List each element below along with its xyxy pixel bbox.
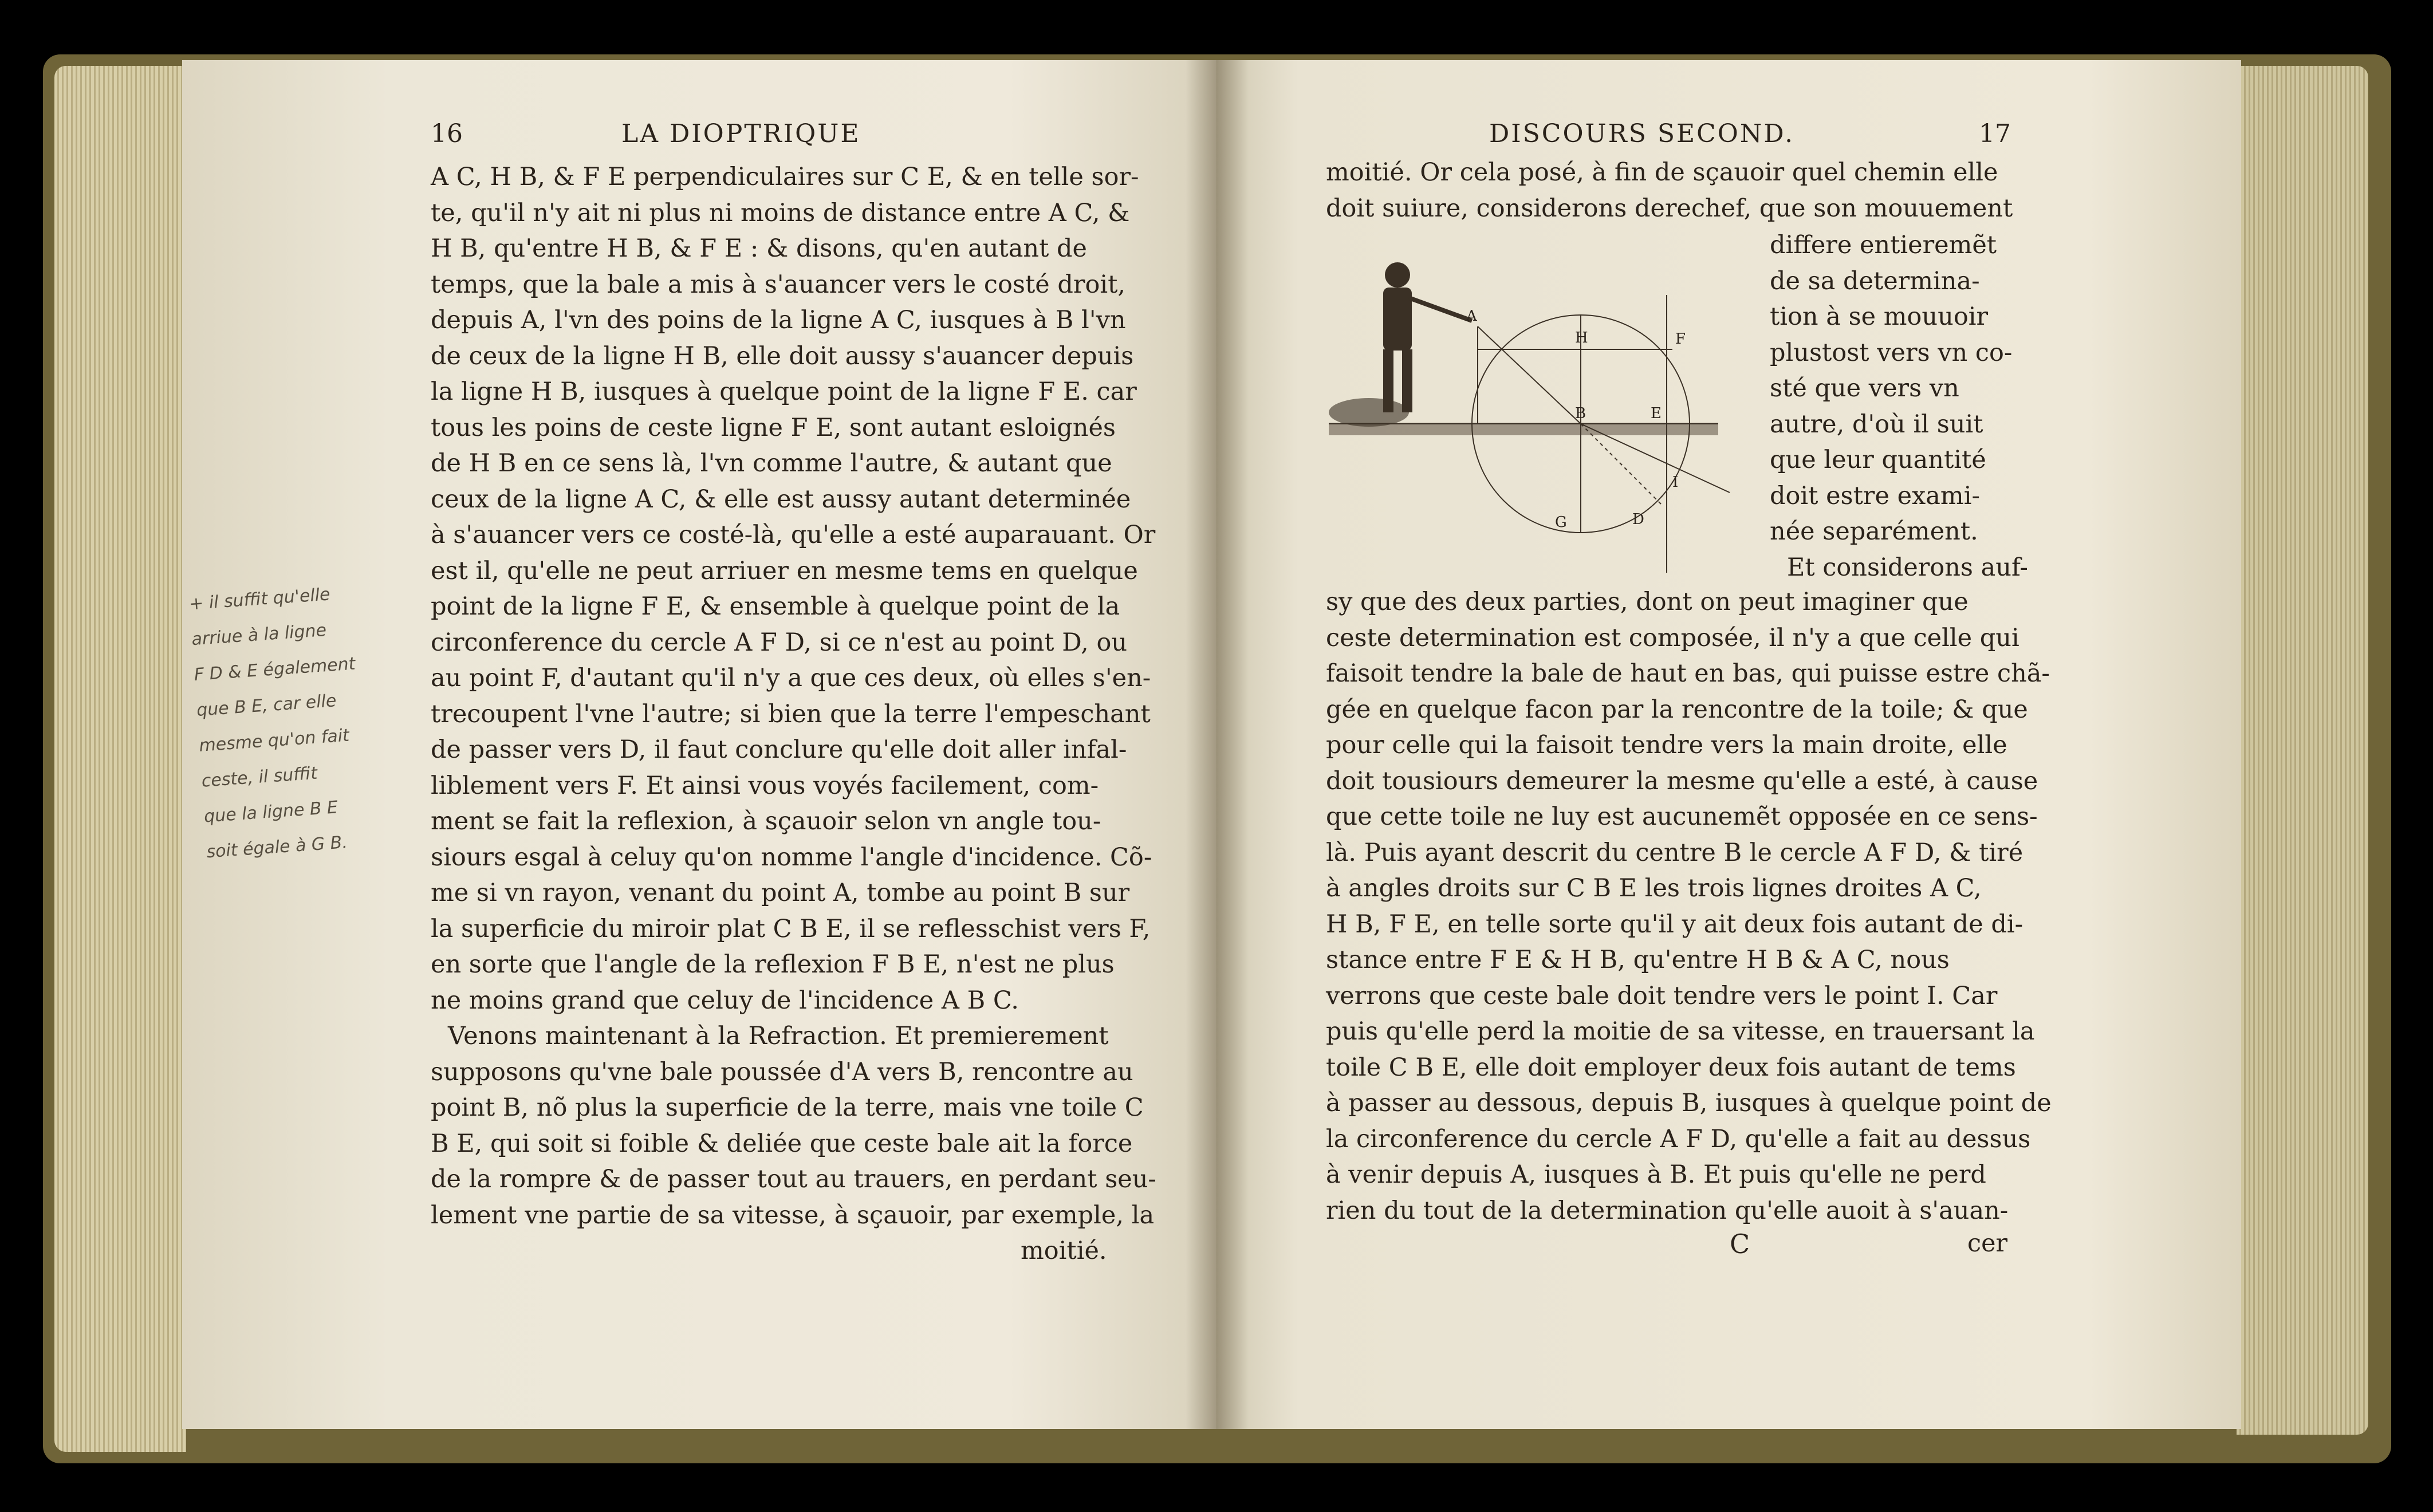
- text-line: Venons maintenant à la Refraction. Et premierement: [448, 1022, 1109, 1050]
- tennis-player-figure: [1329, 262, 1472, 427]
- right-page-text-beside-figure: [1770, 227, 2028, 585]
- margin-note-line: arriue à la ligne: [191, 620, 328, 650]
- incident-ray: [1478, 326, 1581, 424]
- label-e: E: [1651, 405, 1662, 422]
- text-line: est il, qu'elle ne peut arriuer en mesme tems en quelque: [431, 556, 1138, 585]
- text-line: supposons qu'vne bale poussée d'A vers B, rencontre au: [431, 1057, 1133, 1086]
- text-line: de sa determina-: [1770, 266, 1980, 296]
- text-line: gée en quelque facon par la rencontre de la toile; & que: [1326, 695, 2028, 724]
- text-line: autre, d'où il suit: [1770, 410, 1983, 439]
- text-line: differe entieremẽt: [1770, 231, 1997, 259]
- text-line: la circonference du cercle A F D, qu'elle a fait au dessus: [1326, 1124, 2031, 1153]
- text-line: point B, nõ plus la superficie de la terre, mais vne toile C: [431, 1093, 1144, 1122]
- right-page-number: 17: [1979, 119, 2011, 148]
- margin-note-line: + il suffit qu'elle: [188, 584, 331, 615]
- label-g: G: [1555, 514, 1567, 531]
- text-line: que cette toile ne luy est aucunemẽt opposée en ce sens-: [1326, 802, 2038, 831]
- text-line: me si vn rayon, venant du point A, tombe au point B sur: [431, 879, 1130, 907]
- text-line: ne moins grand que celuy de l'incidence A B C.: [431, 986, 1019, 1015]
- text-line: à s'auancer vers ce costé-là, qu'elle a esté auparauant. Or: [431, 521, 1156, 549]
- text-line: rien du tout de la determination qu'elle auoit à s'auan-: [1326, 1196, 2009, 1225]
- label-i: I: [1672, 474, 1679, 491]
- text-line: trecoupent l'vne l'autre; si bien que la terre l'empeschant: [431, 699, 1151, 729]
- text-line: A C, H B, & F E perpendiculaires sur C E, & en telle sor-: [431, 163, 1139, 191]
- text-line: que leur quantité: [1770, 446, 1986, 474]
- text-line: de la rompre & de passer tout au trauers, en perdant seu-: [431, 1165, 1156, 1194]
- text-line: de ceux de la ligne H B, elle doit aussy s'auancer depuis: [431, 341, 1134, 371]
- text-line: doit tousiours demeurer la mesme qu'elle a esté, à cause: [1326, 766, 2038, 796]
- label-f: F: [1675, 330, 1686, 348]
- text-line: B E, qui soit si foible & deliée que ceste bale ait la force: [431, 1129, 1133, 1158]
- text-line: au point F, d'autant qu'il n'y a que ces deux, où elles s'en-: [431, 664, 1151, 692]
- left-page-text: [431, 159, 1156, 1269]
- text-line: là. Puis ayant descrit du centre B le cercle A F D, & tiré: [1326, 838, 2023, 867]
- margin-note-line: ceste, il suffit: [200, 763, 318, 792]
- text-line: H B, F E, en telle sorte qu'il y ait deux fois autant de di-: [1326, 909, 2023, 939]
- label-b: B: [1575, 405, 1586, 422]
- text-line: te, qu'il n'y ait ni plus ni moins de distance entre A C, &: [431, 198, 1130, 227]
- text-line: la ligne H B, iusques à quelque point de la ligne F E. car: [431, 377, 1137, 406]
- text-line: en sorte que l'angle de la reflexion F B E, n'est ne plus: [431, 950, 1115, 979]
- text-line: point de la ligne F E, & ensemble à quelque point de la: [431, 592, 1120, 621]
- refraction-diagram: [1329, 252, 1730, 573]
- text-line: depuis A, l'vn des poins de la ligne A C, iusques à B l'vn: [431, 306, 1126, 334]
- margin-note-line: que la ligne B E: [203, 797, 339, 827]
- text-line: lement vne partie de sa vitesse, à sçauoir, par exemple, la: [431, 1200, 1155, 1230]
- text-line: de passer vers D, il faut conclure qu'elle doit aller infal-: [431, 735, 1127, 764]
- margin-note-line: que B E, car elle: [196, 691, 337, 720]
- handwritten-margin-note: [188, 571, 436, 871]
- text-line: liblement vers F. Et ainsi vous voyés facilement, com-: [431, 771, 1099, 800]
- text-line: stance entre F E & H B, qu'entre H B & A C, nous: [1326, 946, 1950, 974]
- text-line: sy que des deux parties, dont on peut imaginer que: [1326, 588, 1969, 616]
- text-line: née separément.: [1770, 517, 1978, 546]
- text-line: à venir depuis A, iusques à B. Et puis qu'elle ne perd: [1326, 1160, 1986, 1189]
- unrefracted-path: [1581, 424, 1661, 504]
- text-line: circonference du cercle A F D, si ce n'est au point D, ou: [431, 628, 1128, 657]
- text-line: verrons que ceste bale doit tendre vers le point I. Car: [1326, 981, 1998, 1010]
- text-line: sté que vers vn: [1770, 374, 1959, 403]
- text-line: plustost vers vn co-: [1770, 338, 2013, 367]
- text-line: toile C B E, elle doit employer deux fois autant de tems: [1326, 1053, 2016, 1082]
- text-line: puis qu'elle perd la moitie de sa vitesse, en trauersant la: [1326, 1017, 2035, 1046]
- text-line: ceux de la ligne A C, & elle est aussy autant determinée: [431, 485, 1131, 514]
- text-line: moitié.: [1021, 1237, 1107, 1265]
- text-line: Et considerons auf-: [1787, 553, 2028, 582]
- margin-note-line: F D & E également: [193, 653, 356, 686]
- book-gutter: [1186, 60, 1249, 1429]
- left-page-edges: [54, 66, 186, 1452]
- signature-mark: C: [1730, 1228, 1750, 1259]
- text-line: tous les poins de ceste ligne F E, sont autant esloignés: [431, 413, 1116, 442]
- label-h: H: [1575, 329, 1588, 346]
- right-page-edges: [2237, 66, 2368, 1435]
- text-line: doit estre exami-: [1770, 481, 1980, 510]
- text-line: à passer au dessous, depuis B, iusques à quelque point de: [1326, 1089, 2052, 1117]
- text-line: doit suiure, considerons derechef, que son mouuement: [1326, 194, 2013, 223]
- left-page-number: 16: [431, 119, 463, 148]
- label-d: D: [1632, 511, 1644, 528]
- text-line: ment se fait la reflexion, à sçauoir selon vn angle tou-: [431, 807, 1101, 836]
- text-line: la superficie du miroir plat C B E, il se reflesschist vers F,: [431, 914, 1151, 943]
- text-line: pour celle qui la faisoit tendre vers la main droite, elle: [1326, 731, 2007, 759]
- margin-note-line: mesme qu'on fait: [198, 725, 350, 756]
- text-line: à angles droits sur C B E les trois lignes droites A C,: [1326, 874, 1982, 903]
- margin-note-line: soit égale à G B.: [206, 832, 348, 863]
- text-line: de H B en ce sens là, l'vn comme l'autre, & autant que: [431, 449, 1112, 478]
- text-line: moitié. Or cela posé, à fin de sçauoir quel chemin elle: [1326, 158, 1998, 187]
- right-page-text-bottom: [1326, 584, 2052, 1228]
- catchword: cer: [1967, 1229, 2008, 1258]
- label-a: A: [1466, 308, 1477, 325]
- text-line: ceste determination est composée, il n'y a que celle qui: [1326, 623, 2019, 652]
- text-line: H B, qu'entre H B, & F E : & disons, qu'en autant de: [431, 234, 1087, 263]
- text-line: siours esgal à celuy qu'on nomme l'angle d'incidence. Cõ-: [431, 842, 1152, 872]
- left-running-head: LA DIOPTRIQUE: [621, 119, 861, 148]
- text-line: temps, que la bale a mis à s'auancer vers le costé droit,: [431, 270, 1126, 299]
- text-line: tion à se mouuoir: [1770, 302, 1989, 331]
- right-running-head: DISCOURS SECOND.: [1489, 119, 1795, 148]
- right-page-text-top: [1326, 155, 2013, 226]
- text-line: faisoit tendre la bale de haut en bas, qui puisse estre chã-: [1326, 659, 2050, 688]
